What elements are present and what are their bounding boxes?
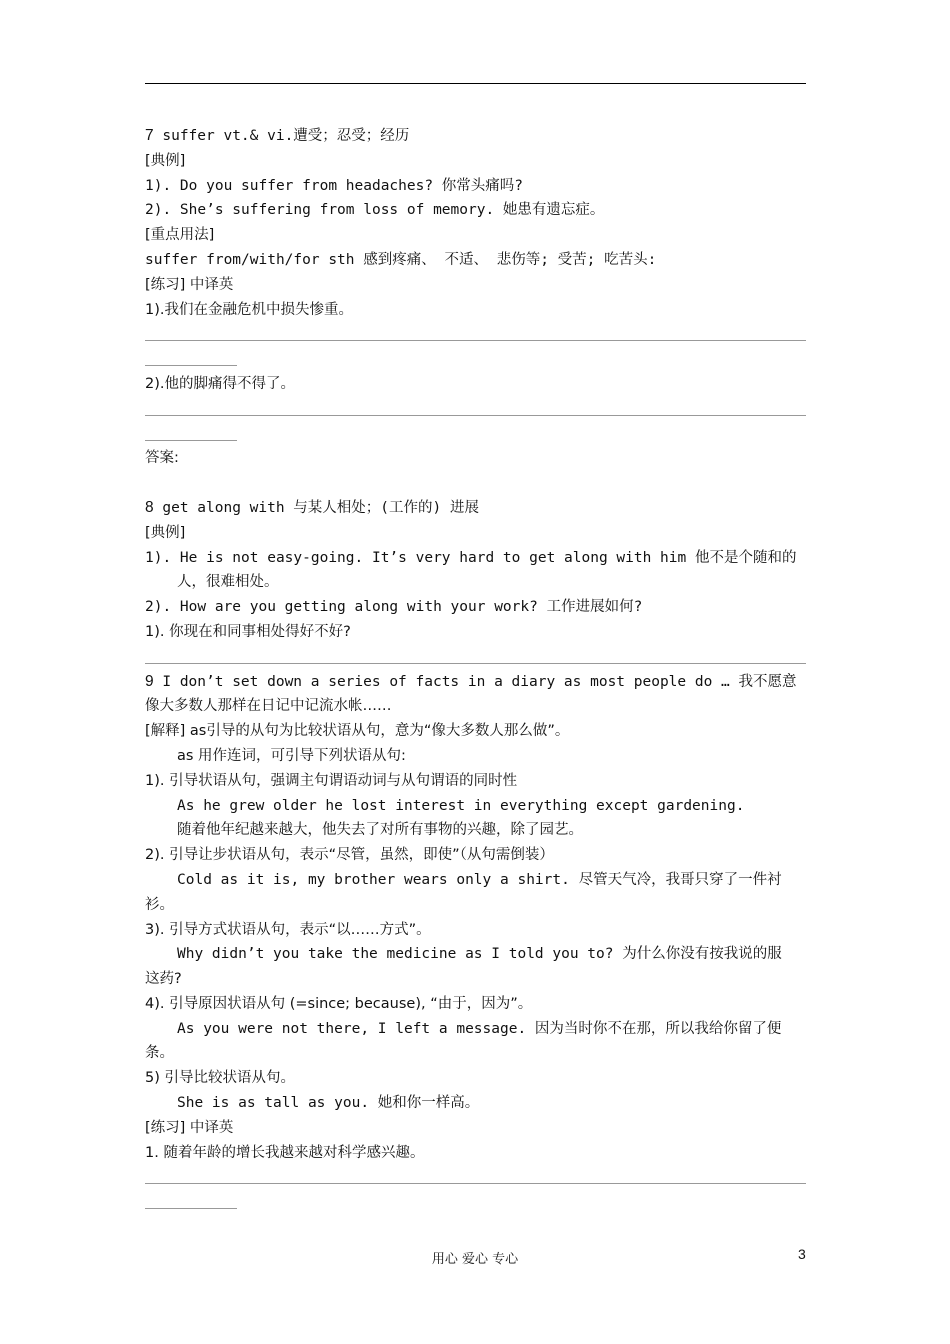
item9-practice: 1. 随着年龄的增长我越来越对科学感兴趣。 [145,1144,425,1161]
use2-example: Cold as it is, my brother wears only a shirt. 尽管天气冷，我哥只穿了一件衬 [177,871,782,888]
page-content [145,124,806,1215]
answer-line [145,645,806,670]
item8-example-1-cont: 人，很难相处。 [177,574,279,591]
use1-head: 1). 引导状语从句，强调主句谓语动词与从句谓语的同时性 [145,772,518,789]
item9-title-cont: 像大多数人那样在日记中记流水帐…… [145,698,392,715]
use5-example: She is as tall as you. 她和你一样高。 [177,1095,480,1112]
use1-chinese: 随着他年纪越来越大，他失去了对所有事物的兴趣，除了园艺。 [177,822,583,839]
use4-head: 4). 引导原因状语从句 (=since; because), “由于，因为”。 [145,995,533,1012]
item7-answer-label: 答案: [145,450,179,467]
item7-title-text: suffer vt.& vi.遭受；忍受；经历 [153,128,410,144]
answer-line-short [145,422,806,447]
item9-title-text: I don’t set down a series of facts in a diary as most people do … 我不愿意 [153,673,797,690]
use5-head: 5) 引导比较状语从句。 [145,1070,295,1087]
use3-example: Why didn’t you take the medicine as I told you to? 为什么你没有按我说的服 [177,946,782,963]
use4-example-cont: 条。 [145,1045,174,1062]
answer-line [145,1165,806,1190]
item7-practice-label: [练习] 中译英 [145,276,234,293]
item7-practice-1: 1).我们在金融危机中损失惨重。 [145,301,353,318]
item7-example-label: [典例] [145,152,186,169]
use1-english: As he grew older he lost interest in everything except gardening. [177,797,745,814]
item7-practice-2: 2).他的脚痛得不得了。 [145,375,295,392]
answer-line [145,397,806,422]
item7-example-2: 2). She’s suffering from loss of memory. 她患有遗忘症。 [145,202,605,219]
item9-practice-label: [练习] 中译英 [145,1119,234,1136]
use4-example: As you were not there, I left a message. 因为当时你不在那，所以我给你留了便 [177,1020,782,1037]
item8-example-2: 2). How are you getting along with your work? 工作进展如何? [145,599,643,616]
item7-number: 7 [145,127,154,144]
page-number: 3 [798,1246,806,1262]
answer-line-short [145,347,806,372]
item9-number: 9 [145,672,154,690]
item8-example-1: 1). He is not easy-going. It’s very hard to get along with him 他不是个随和的 [145,549,797,566]
use3-head: 3). 引导方式状语从句，表示“以……方式”。 [145,921,431,938]
answer-line-short [145,1190,806,1215]
answer-line [145,322,806,347]
item9-title [145,670,806,695]
item8-question: 1). 你现在和同事相处得好不好? [145,623,351,640]
header-rule [145,83,806,84]
item7-title [145,124,806,149]
item9-explain: [解释] as引导的从句为比较状语从句，意为“像大多数人那么做”。 [145,723,570,740]
use2-example-cont: 衫。 [145,896,174,913]
use3-example-cont: 这药? [145,971,182,988]
item7-example-1: 1). Do you suffer from headaches? 你常头痛吗? [145,177,524,194]
item8-title [145,496,806,521]
item8-number: 8 [145,498,154,516]
item7-usage: suffer from/with/for sth 感到疼痛、 不适、 悲伤等; 受苦; 吃苦头: [145,251,657,268]
page-footer: 用心 爱心 专心 [431,1252,519,1267]
item7-usage-label: [重点用法] [145,227,215,244]
item8-title-text: get along with 与某人相处；(工作的) 进展 [153,499,479,516]
item9-intro: as 用作连词，可引导下列状语从句: [177,747,406,764]
item8-example-label: [典例] [145,524,186,541]
use2-head: 2). 引导让步状语从句，表示“尽管，虽然，即使”（从句需倒装） [145,847,554,864]
